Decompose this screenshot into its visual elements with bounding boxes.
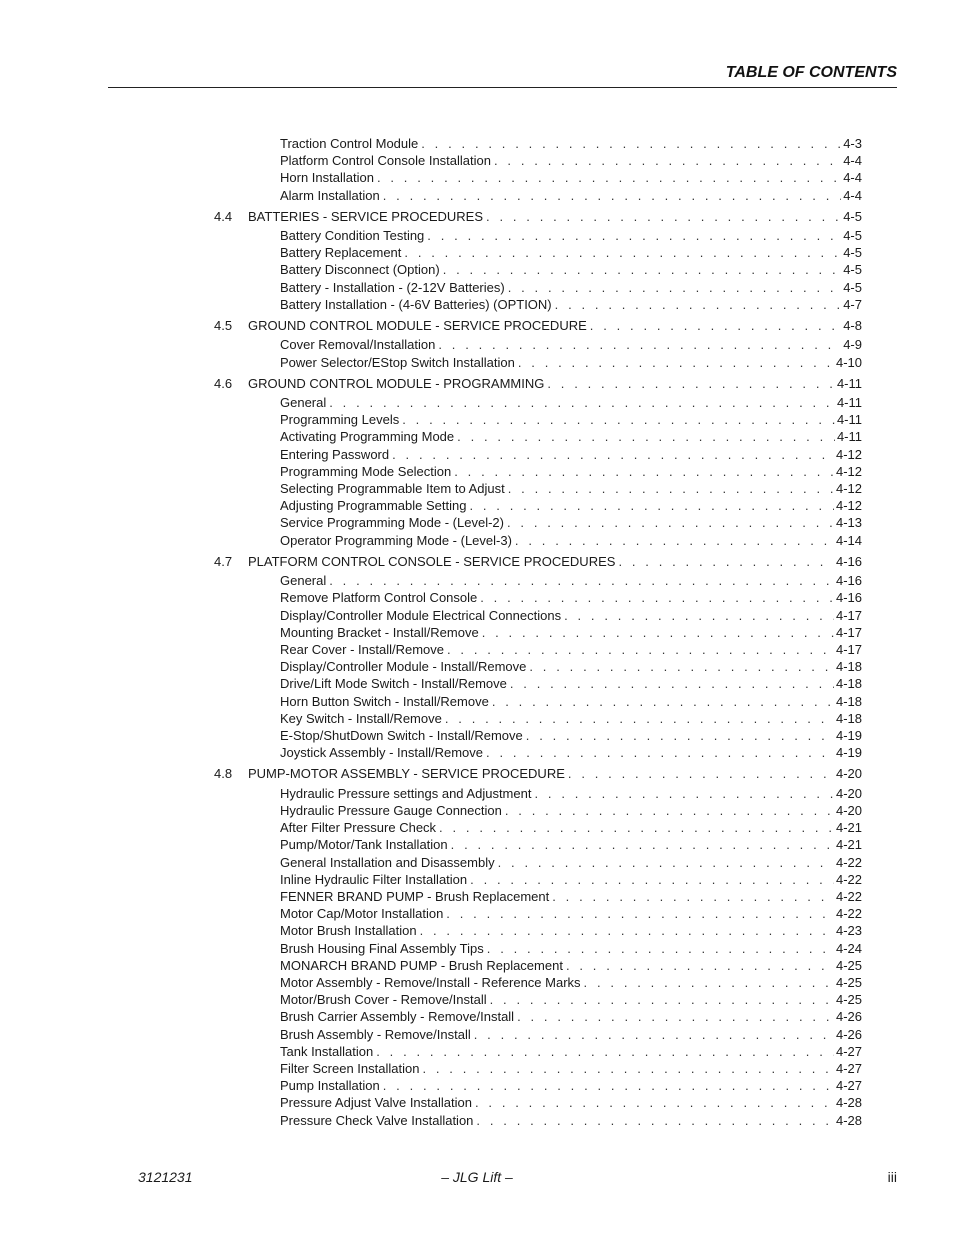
toc-title: General [280, 395, 327, 410]
toc-entry[interactable] [280, 498, 862, 514]
toc-page-number: 4-22 [835, 872, 862, 887]
dot-leader [447, 642, 834, 658]
toc-page-number: 4-20 [835, 766, 862, 781]
toc-entry[interactable] [280, 590, 862, 606]
toc-title: General [280, 573, 327, 588]
toc-entry[interactable] [280, 337, 862, 353]
toc-page-number: 4-24 [835, 941, 862, 956]
toc-entry[interactable] [280, 136, 862, 152]
toc-title: Programming Mode Selection [280, 464, 452, 479]
toc-title: GROUND CONTROL MODULE - PROGRAMMING [248, 376, 545, 391]
toc-title: Power Selector/EStop Switch Installation [280, 355, 515, 370]
toc-title: FENNER BRAND PUMP - Brush Replacement [280, 889, 550, 904]
toc-title: Traction Control Module [280, 136, 419, 151]
toc-page-number: 4-4 [843, 153, 862, 168]
toc-title: E-Stop/ShutDown Switch - Install/Remove [280, 728, 523, 743]
toc-page-number: 4-19 [835, 728, 862, 743]
dot-leader [376, 1044, 834, 1060]
toc-entry[interactable] [280, 188, 862, 204]
toc-title: Battery Installation - (4-6V Batteries) (OPTION) [280, 297, 552, 312]
toc-entry[interactable] [280, 1095, 862, 1111]
toc-page-number: 4-25 [835, 958, 862, 973]
dot-leader [498, 855, 834, 871]
toc-page-number: 4-12 [835, 447, 862, 462]
toc-title: Mounting Bracket - Install/Remove [280, 625, 479, 640]
toc-section-number: 4.8 [214, 766, 233, 781]
toc-entry[interactable] [280, 573, 862, 589]
toc-page-number: 4-22 [835, 855, 862, 870]
dot-leader [555, 297, 842, 313]
dot-leader [383, 1078, 834, 1094]
toc-page-number: 4-17 [835, 608, 862, 623]
toc-title: BATTERIES - SERVICE PROCEDURES [248, 209, 484, 224]
dot-leader [439, 820, 834, 836]
toc-page-number: 4-14 [835, 533, 862, 548]
toc-entry[interactable] [280, 855, 862, 871]
toc-entry[interactable] [280, 642, 862, 658]
toc-title: Cover Removal/Installation [280, 337, 436, 352]
toc-title: Hydraulic Pressure Gauge Connection [280, 803, 502, 818]
toc-page-number: 4-16 [835, 573, 862, 588]
toc-title: Display/Controller Module Electrical Connections [280, 608, 562, 623]
dot-leader [474, 1027, 834, 1043]
toc-title: General Installation and Disassembly [280, 855, 495, 870]
toc-entry[interactable] [280, 533, 862, 549]
toc-entry[interactable] [280, 170, 862, 186]
toc-title: Hydraulic Pressure settings and Adjustment [280, 786, 532, 801]
toc-page-number: 4-18 [835, 659, 862, 674]
dot-leader [486, 745, 834, 761]
dot-leader [421, 136, 841, 152]
toc-page-number: 4-8 [843, 318, 862, 333]
dot-leader [515, 533, 834, 549]
toc-section-number: 4.4 [214, 209, 233, 224]
dot-leader [510, 676, 834, 692]
dot-leader [392, 447, 834, 463]
toc-title: Horn Installation [280, 170, 374, 185]
toc-entry[interactable] [280, 1078, 862, 1094]
dot-leader [618, 554, 834, 570]
dot-leader [568, 766, 834, 782]
toc-page-number: 4-17 [835, 642, 862, 657]
toc-title: Operator Programming Mode - (Level-3) [280, 533, 512, 548]
dot-leader [377, 170, 841, 186]
dot-leader [469, 498, 834, 514]
toc-section[interactable] [214, 766, 862, 782]
toc-title: PUMP-MOTOR ASSEMBLY - SERVICE PROCEDURE [248, 766, 565, 781]
toc-page-number: 4-27 [835, 1061, 862, 1076]
dot-leader [438, 337, 841, 353]
dot-leader [420, 923, 834, 939]
toc-title: Pump/Motor/Tank Installation [280, 837, 448, 852]
toc-page-number: 4-20 [835, 803, 862, 818]
toc-page-number: 4-12 [835, 498, 862, 513]
toc-title: Adjusting Programmable Setting [280, 498, 467, 513]
dot-leader [476, 1113, 834, 1129]
toc-page-number: 4-22 [835, 889, 862, 904]
toc-entry[interactable] [280, 728, 862, 744]
toc-page-number: 4-21 [835, 820, 862, 835]
footer-page-number: iii [887, 1169, 897, 1185]
toc-title: Programming Levels [280, 412, 400, 427]
toc-page-number: 4-19 [835, 745, 862, 760]
toc-page-number: 4-16 [835, 590, 862, 605]
toc-entry[interactable] [280, 1061, 862, 1077]
toc-entry[interactable] [280, 694, 862, 710]
dot-leader [526, 728, 834, 744]
toc-title: Rear Cover - Install/Remove [280, 642, 444, 657]
toc-title: Platform Control Console Installation [280, 153, 491, 168]
toc-entry[interactable] [280, 280, 862, 296]
toc-title: PLATFORM CONTROL CONSOLE - SERVICE PROCEDURES [248, 554, 616, 569]
toc-entry[interactable] [280, 464, 862, 480]
toc-page-number: 4-21 [835, 837, 862, 852]
toc-section[interactable] [214, 554, 862, 570]
toc-title: Alarm Installation [280, 188, 380, 203]
dot-leader [517, 1009, 834, 1025]
toc-title: Battery Condition Testing [280, 228, 425, 243]
dot-leader [422, 1061, 834, 1077]
dot-leader [329, 395, 835, 411]
toc-page-number: 4-17 [835, 625, 862, 640]
dot-leader [490, 992, 834, 1008]
toc-entry[interactable] [280, 153, 862, 169]
dot-leader [494, 153, 841, 169]
toc-entry[interactable] [280, 820, 862, 836]
toc-entry[interactable] [280, 941, 862, 957]
toc-title: Motor/Brush Cover - Remove/Install [280, 992, 487, 1007]
header-title: TABLE OF CONTENTS [725, 64, 897, 81]
toc-page-number: 4-25 [835, 975, 862, 990]
toc-title: Key Switch - Install/Remove [280, 711, 442, 726]
toc-section-number: 4.5 [214, 318, 233, 333]
toc-page-number: 4-18 [835, 694, 862, 709]
dot-leader [564, 608, 834, 624]
toc-title: Brush Assembly - Remove/Install [280, 1027, 471, 1042]
dot-leader [487, 941, 834, 957]
dot-leader [508, 481, 834, 497]
toc-title: Tank Installation [280, 1044, 374, 1059]
toc-page-number: 4-12 [835, 464, 862, 479]
toc-title: Joystick Assembly - Install/Remove [280, 745, 484, 760]
toc-entry[interactable] [280, 837, 862, 853]
toc-section-number: 4.7 [214, 554, 233, 569]
toc-entry[interactable] [280, 889, 862, 905]
footer-doc-number: 3121231 [138, 1169, 193, 1185]
dot-leader [552, 889, 834, 905]
toc-page-number: 4-18 [835, 711, 862, 726]
toc-section[interactable] [214, 376, 862, 392]
toc-page-number: 4-18 [835, 676, 862, 691]
toc-page-number: 4-26 [835, 1027, 862, 1042]
toc-entry[interactable] [280, 711, 862, 727]
toc-title: Display/Controller Module - Install/Remove [280, 659, 527, 674]
toc-entry[interactable] [280, 447, 862, 463]
toc-entry[interactable] [280, 906, 862, 922]
toc-entry[interactable] [280, 786, 862, 802]
toc-section[interactable] [214, 209, 862, 225]
dot-leader [590, 318, 841, 334]
toc-title: Selecting Programmable Item to Adjust [280, 481, 505, 496]
dot-leader [383, 188, 841, 204]
dot-leader [451, 837, 834, 853]
toc-entry[interactable] [280, 1009, 862, 1025]
toc-title: Battery Disconnect (Option) [280, 262, 440, 277]
toc-page-number: 4-5 [843, 209, 862, 224]
toc-entry[interactable] [280, 297, 862, 313]
dot-leader [404, 245, 841, 261]
toc-title: Pump Installation [280, 1078, 380, 1093]
toc-page-number: 4-22 [835, 906, 862, 921]
toc-title: Drive/Lift Mode Switch - Install/Remove [280, 676, 507, 691]
toc-page-number: 4-11 [836, 395, 862, 410]
toc-entry[interactable] [280, 975, 862, 991]
toc-entry[interactable] [280, 395, 862, 411]
toc-entry[interactable] [280, 481, 862, 497]
toc-entry[interactable] [280, 992, 862, 1008]
dot-leader [486, 209, 841, 225]
dot-leader [482, 625, 834, 641]
toc-page-number: 4-28 [835, 1095, 862, 1110]
toc-entry[interactable] [280, 923, 862, 939]
toc-page-number: 4-4 [843, 170, 862, 185]
toc-page-number: 4-9 [843, 337, 862, 352]
toc-page-number: 4-28 [835, 1113, 862, 1128]
dot-leader [402, 412, 835, 428]
dot-leader [457, 429, 835, 445]
toc-page-number: 4-5 [843, 228, 862, 243]
toc-entry[interactable] [280, 262, 862, 278]
dot-leader [480, 590, 834, 606]
toc-page-number: 4-20 [835, 786, 862, 801]
toc-page-number: 4-27 [835, 1078, 862, 1093]
dot-leader [443, 262, 842, 278]
dot-leader [446, 906, 834, 922]
toc-section[interactable] [214, 318, 862, 334]
toc-entry[interactable] [280, 429, 862, 445]
toc-entry[interactable] [280, 515, 862, 531]
toc-title: GROUND CONTROL MODULE - SERVICE PROCEDURE [248, 318, 587, 333]
toc-entry[interactable] [280, 625, 862, 641]
toc-page-number: 4-11 [836, 412, 862, 427]
toc-title: After Filter Pressure Check [280, 820, 437, 835]
toc-page-number: 4-5 [843, 245, 862, 260]
toc-title: Pressure Check Valve Installation [280, 1113, 474, 1128]
dot-leader [329, 573, 834, 589]
toc-entry[interactable] [280, 355, 862, 371]
toc-title: Horn Button Switch - Install/Remove [280, 694, 489, 709]
toc-entry[interactable] [280, 659, 862, 675]
toc-entry[interactable] [280, 745, 862, 761]
toc-entry[interactable] [280, 608, 862, 624]
toc-entry[interactable] [280, 958, 862, 974]
toc-page-number: 4-25 [835, 992, 862, 1007]
dot-leader [508, 280, 842, 296]
toc-section-number: 4.6 [214, 376, 233, 391]
toc-title: Activating Programming Mode [280, 429, 455, 444]
dot-leader [427, 228, 841, 244]
dot-leader [492, 694, 834, 710]
toc-title: Pressure Adjust Valve Installation [280, 1095, 472, 1110]
dot-leader [454, 464, 834, 480]
toc-title: Motor Brush Installation [280, 923, 417, 938]
dot-leader [505, 803, 834, 819]
dot-leader [475, 1095, 834, 1111]
toc-title: Battery Replacement [280, 245, 402, 260]
toc-title: Filter Screen Installation [280, 1061, 420, 1076]
dot-leader [584, 975, 834, 991]
toc-entry[interactable] [280, 676, 862, 692]
toc-title: Brush Carrier Assembly - Remove/Install [280, 1009, 515, 1024]
toc-page-number: 4-7 [843, 297, 862, 312]
toc-title: Inline Hydraulic Filter Installation [280, 872, 468, 887]
toc-page-number: 4-11 [836, 429, 862, 444]
dot-leader [529, 659, 834, 675]
toc-page-number: 4-13 [835, 515, 862, 530]
toc-title: Entering Password [280, 447, 390, 462]
toc-page-number: 4-26 [835, 1009, 862, 1024]
toc-entry[interactable] [280, 245, 862, 261]
toc-entry[interactable] [280, 872, 862, 888]
toc-title: MONARCH BRAND PUMP - Brush Replacement [280, 958, 563, 973]
toc-entry[interactable] [280, 412, 862, 428]
dot-leader [445, 711, 834, 727]
toc-page-number: 4-16 [835, 554, 862, 569]
footer-center: – JLG Lift – [441, 1169, 513, 1185]
toc-entry[interactable] [280, 803, 862, 819]
toc-page-number: 4-5 [843, 280, 862, 295]
toc-page-number: 4-3 [843, 136, 862, 151]
toc-page-number: 4-23 [835, 923, 862, 938]
toc-page-number: 4-11 [836, 376, 862, 391]
toc-page-number: 4-12 [835, 481, 862, 496]
toc-page-number: 4-4 [843, 188, 862, 203]
toc-entry[interactable] [280, 1044, 862, 1060]
dot-leader [547, 376, 835, 392]
dot-leader [534, 786, 834, 802]
toc-title: Motor Assembly - Remove/Install - Reference Marks [280, 975, 581, 990]
dot-leader [518, 355, 834, 371]
toc-entry[interactable] [280, 228, 862, 244]
toc-entry[interactable] [280, 1027, 862, 1043]
dot-leader [566, 958, 834, 974]
toc-title: Brush Housing Final Assembly Tips [280, 941, 484, 956]
toc-page-number: 4-10 [835, 355, 862, 370]
toc-page-number: 4-5 [843, 262, 862, 277]
toc-title: Motor Cap/Motor Installation [280, 906, 444, 921]
toc-title: Remove Platform Control Console [280, 590, 478, 605]
toc-title: Battery - Installation - (2-12V Batteries) [280, 280, 505, 295]
dot-leader [507, 515, 834, 531]
toc-page-number: 4-27 [835, 1044, 862, 1059]
toc-title: Service Programming Mode - (Level-2) [280, 515, 504, 530]
dot-leader [470, 872, 834, 888]
toc-entry[interactable] [280, 1113, 862, 1129]
